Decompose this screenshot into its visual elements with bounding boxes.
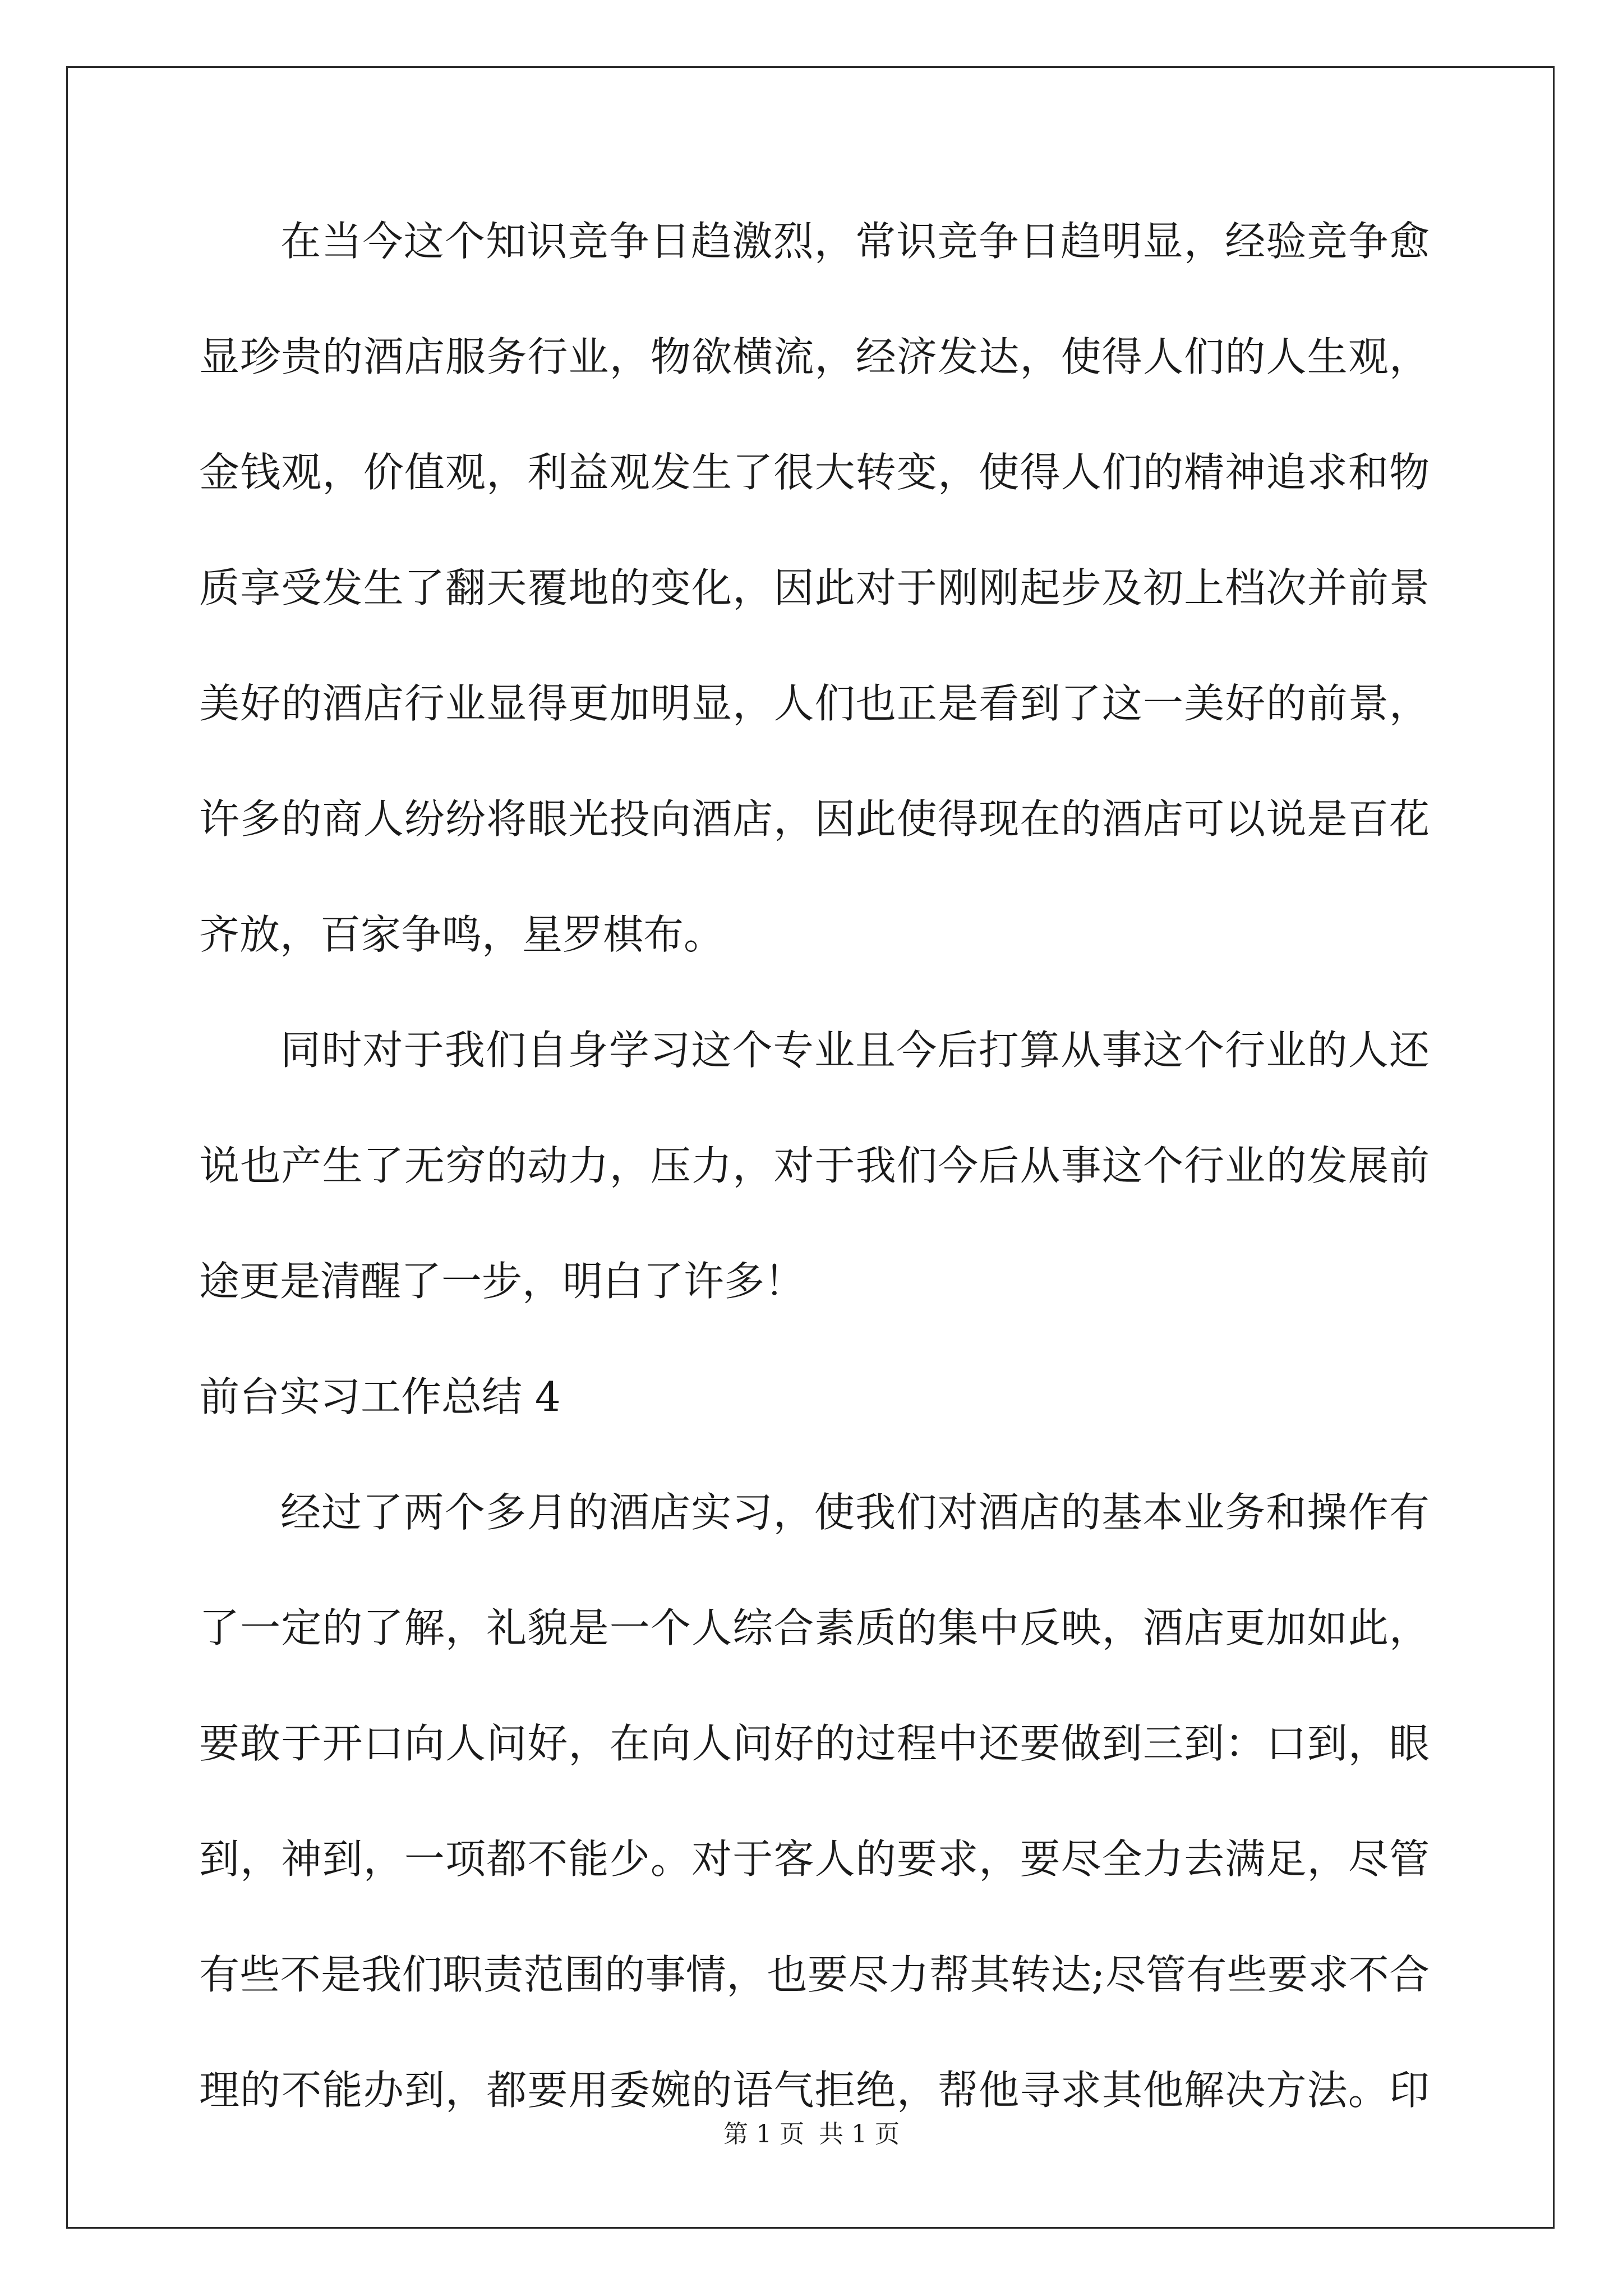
paragraph-line: 齐放，百家争鸣，星罗棋布。: [199, 911, 725, 958]
paragraph-line: 许多的商人纷纷将眼光投向酒店，因此使得现在的酒店可以说是百花: [199, 795, 1430, 843]
paragraph-line: 途更是清醒了一步，明白了许多！: [199, 1258, 805, 1305]
paragraph-line: 说也产生了无穷的动力，压力，对于我们今后从事这个行业的发展前: [199, 1142, 1430, 1189]
page-total: 共 1 页: [819, 2120, 900, 2148]
paragraph-line: 有些不是我们职责范围的事情，也要尽力帮其转达;尽管有些要求不合: [199, 1951, 1430, 1998]
paragraph-line: 显珍贵的酒店服务行业，物欲横流，经济发达，使得人们的人生观，: [199, 333, 1430, 380]
page-number: 第 1 页: [723, 2120, 804, 2148]
paragraph-line: 美好的酒店行业显得更加明显，人们也正是看到了这一美好的前景，: [199, 680, 1430, 727]
paragraph-line: 金钱观，价值观，利益观发生了很大转变，使得人们的精神追求和物: [199, 449, 1430, 496]
paragraph-line: 了一定的了解，礼貌是一个人综合素质的集中反映，酒店更加如此，: [199, 1604, 1430, 1651]
paragraph-line: 在当今这个知识竞争日趋激烈，常识竞争日趋明显，经验竞争愈: [280, 218, 1430, 265]
page-footer: [0, 2118, 1623, 2151]
paragraph-line: 到，神到，一项都不能少。对于客人的要求，要尽全力去满足，尽管: [199, 1835, 1430, 1883]
paragraph-line: 同时对于我们自身学习这个专业且今后打算从事这个行业的人还: [280, 1027, 1430, 1074]
paragraph-line: 质享受发生了翻天覆地的变化，因此对于刚刚起步及初上档次并前景: [199, 564, 1430, 611]
paragraph-line: 理的不能办到，都要用委婉的语气拒绝，帮他寻求其他解决方法。印: [199, 2067, 1430, 2114]
paragraph-line: 经过了两个多月的酒店实习，使我们对酒店的基本业务和操作有: [280, 1489, 1430, 1536]
paragraph-line: 要敢于开口向人问好，在向人问好的过程中还要做到三到：口到，眼: [199, 1720, 1430, 1767]
section-heading: 前台实习工作总结 4: [199, 1373, 561, 1420]
